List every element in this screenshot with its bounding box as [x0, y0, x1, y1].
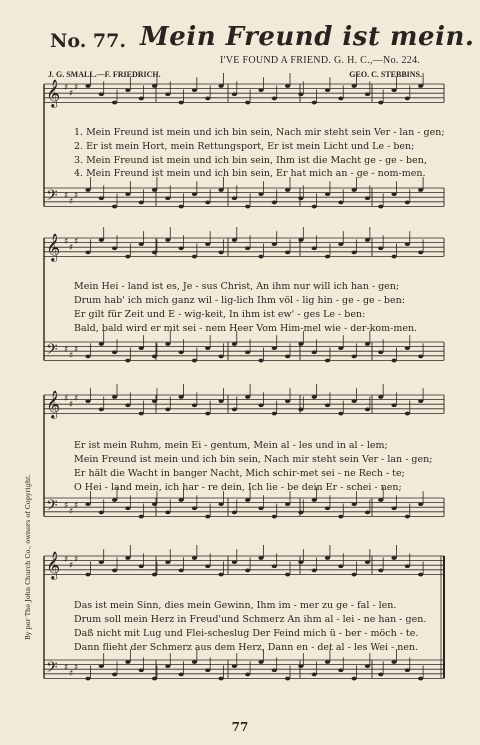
note-head — [325, 660, 330, 664]
note-head — [139, 201, 144, 205]
sharp-sign: ♯ — [69, 243, 74, 253]
note-head — [232, 196, 237, 200]
page-number: 77 — [231, 720, 249, 734]
note-head — [179, 205, 184, 209]
note-head — [285, 84, 290, 88]
note-head — [325, 192, 330, 196]
note-head — [218, 188, 223, 192]
note-head — [365, 238, 370, 242]
note-head — [165, 560, 170, 564]
note-head — [405, 412, 410, 416]
note-head — [99, 511, 104, 515]
note-head — [85, 573, 90, 577]
note-head — [245, 246, 250, 250]
note-head — [338, 668, 343, 672]
note-head — [258, 556, 263, 560]
note-head — [325, 88, 330, 92]
note-head — [112, 101, 117, 105]
note-head — [85, 355, 90, 359]
hymn-reference: I'VE FOUND A FRIEND. G. H. C.,—No. 224. — [220, 55, 421, 66]
composer-credit: GEO. C. STEBBINS. — [349, 70, 422, 79]
note-head — [338, 242, 343, 246]
note-head — [139, 668, 144, 672]
note-head — [272, 346, 277, 350]
note-head — [298, 664, 303, 668]
note-head — [232, 238, 237, 242]
note-head — [365, 664, 370, 668]
note-head — [391, 192, 396, 196]
note-head — [312, 498, 317, 502]
note-head — [391, 506, 396, 510]
note-head — [298, 342, 303, 346]
note-head — [205, 201, 210, 205]
note-head — [325, 506, 330, 510]
note-head — [165, 408, 170, 412]
note-head — [218, 251, 223, 255]
sharp-sign: ♯ — [74, 663, 79, 673]
lyric-line: Das ist mein Sinn, dies mein Gewinn, Ihm im - mer zu ge - fal - len. — [74, 600, 397, 611]
sharp-sign: ♯ — [64, 555, 69, 565]
note-head — [338, 201, 343, 205]
note-head — [125, 359, 130, 363]
note-head — [298, 511, 303, 515]
note-head — [418, 355, 423, 359]
note-head — [378, 350, 383, 354]
sharp-sign: ♯ — [74, 394, 79, 404]
note-head — [391, 359, 396, 363]
note-head — [99, 342, 104, 346]
note-head — [99, 92, 104, 96]
note-head — [298, 408, 303, 412]
note-head — [165, 196, 170, 200]
note-head — [258, 88, 263, 92]
note-head — [418, 84, 423, 88]
note-head — [112, 569, 117, 573]
sharp-sign: ♯ — [64, 237, 69, 247]
note-head — [99, 196, 104, 200]
note-head — [272, 668, 277, 672]
note-head — [338, 412, 343, 416]
note-head — [325, 359, 330, 363]
lyric-line: Mein Hei - land ist es, Je - sus Christ, An ihm nur will ich han - gen; — [74, 281, 400, 292]
note-head — [378, 498, 383, 502]
lyric-line: 2. Er ist mein Hort, mein Rettungsport, Er ist mein Licht und Le - ben; — [74, 141, 415, 152]
note-head — [232, 342, 237, 346]
note-head — [192, 556, 197, 560]
note-head — [285, 355, 290, 359]
note-head — [205, 515, 210, 519]
sharp-sign: ♯ — [69, 400, 74, 410]
lyric-line: Er gilt für Zeit und E - wig-keit, In ihm ist ew' - ges Le - ben: — [74, 309, 366, 320]
note-head — [205, 412, 210, 416]
note-head — [165, 342, 170, 346]
note-head — [405, 346, 410, 350]
note-head — [192, 88, 197, 92]
sharp-sign: ♯ — [74, 501, 79, 511]
note-head — [125, 88, 130, 92]
note-head — [165, 238, 170, 242]
note-head — [378, 205, 383, 209]
note-head — [232, 92, 237, 96]
note-head — [418, 188, 423, 192]
note-head — [391, 88, 396, 92]
note-head — [298, 238, 303, 242]
note-head — [125, 403, 130, 407]
note-head — [192, 403, 197, 407]
sharp-sign: ♯ — [64, 663, 69, 673]
copyright-note: By per The John Church Co., owners of Copyright. — [24, 474, 32, 640]
sharp-sign: ♯ — [64, 83, 69, 93]
sharp-sign: ♯ — [74, 191, 79, 201]
note-head — [298, 196, 303, 200]
note-head — [352, 84, 357, 88]
note-head — [312, 395, 317, 399]
note-head — [179, 395, 184, 399]
note-head — [112, 498, 117, 502]
note-head — [218, 502, 223, 506]
note-head — [365, 511, 370, 515]
lyric-line: Mein Freund ist mein und ich bin sein, Nach mir steht sein Ver - lan - gen; — [74, 454, 433, 465]
note-head — [325, 255, 330, 259]
treble-clef: 𝄞 — [46, 390, 61, 418]
note-head — [179, 101, 184, 105]
note-head — [139, 242, 144, 246]
lyric-line: Bald, bald wird er mit sei - nem Heer Vom Him-mel wie - der-kom-men. — [74, 323, 418, 334]
lyric-line: 1. Mein Freund ist mein und ich bin sein, Nach mir steht sein Ver - lan - gen; — [74, 127, 445, 138]
note-head — [205, 97, 210, 101]
note-head — [125, 660, 130, 664]
note-head — [205, 346, 210, 350]
note-head — [418, 573, 423, 577]
note-head — [418, 502, 423, 506]
note-head — [218, 399, 223, 403]
note-head — [285, 677, 290, 681]
sharp-sign: ♯ — [74, 555, 79, 565]
lyric-line: Dann flieht der Schmerz aus dem Herz, Dann en - det al - les Wei - nen. — [74, 642, 419, 653]
note-head — [272, 97, 277, 101]
treble-clef: 𝄞 — [46, 233, 61, 261]
note-head — [365, 408, 370, 412]
note-head — [139, 515, 144, 519]
note-head — [312, 246, 317, 250]
note-head — [378, 673, 383, 677]
note-head — [378, 395, 383, 399]
note-head — [378, 569, 383, 573]
lyric-line: Drum soll mein Herz in Freud'und Schmerz An ihm al - lei - ne han - gen. — [74, 614, 427, 625]
note-head — [365, 92, 370, 96]
note-head — [245, 350, 250, 354]
note-head — [139, 412, 144, 416]
note-head — [405, 201, 410, 205]
hymn-title: Mein Freund ist mein. — [140, 22, 475, 52]
note-head — [365, 560, 370, 564]
note-head — [312, 205, 317, 209]
note-head — [258, 192, 263, 196]
sharp-sign: ♯ — [64, 345, 69, 355]
note-head — [179, 498, 184, 502]
note-head — [99, 238, 104, 242]
note-head — [112, 350, 117, 354]
sharp-sign: ♯ — [69, 351, 74, 361]
note-head — [165, 511, 170, 515]
note-head — [285, 399, 290, 403]
note-head — [338, 515, 343, 519]
note-head — [245, 498, 250, 502]
treble-clef: 𝄞 — [46, 551, 61, 579]
note-head — [352, 251, 357, 255]
bass-clef: 𝄢 — [46, 341, 58, 362]
note-head — [298, 560, 303, 564]
treble-clef: 𝄞 — [46, 79, 61, 107]
note-head — [205, 242, 210, 246]
lyric-line: Er ist mein Ruhm, mein Ei - gentum, Mein al - les und in al - lem; — [74, 440, 388, 451]
hymn-number: No. 77. — [50, 30, 126, 52]
note-head — [232, 511, 237, 515]
note-head — [85, 188, 90, 192]
note-head — [312, 350, 317, 354]
sharp-sign: ♯ — [69, 89, 74, 99]
sharp-sign: ♯ — [74, 237, 79, 247]
note-head — [285, 573, 290, 577]
note-head — [365, 196, 370, 200]
note-head — [391, 255, 396, 259]
note-head — [405, 97, 410, 101]
note-head — [139, 97, 144, 101]
note-head — [258, 359, 263, 363]
lyric-line: Er hält die Wacht in banger Nacht, Mich schir-met sei - ne Rech - te; — [74, 468, 405, 479]
sharp-sign: ♯ — [69, 561, 74, 571]
note-head — [192, 255, 197, 259]
note-head — [125, 192, 130, 196]
note-head — [405, 242, 410, 246]
note-head — [99, 408, 104, 412]
note-head — [418, 399, 423, 403]
note-head — [179, 246, 184, 250]
note-head — [85, 399, 90, 403]
note-head — [192, 359, 197, 363]
sharp-sign: ♯ — [74, 345, 79, 355]
note-head — [205, 668, 210, 672]
note-head — [325, 556, 330, 560]
note-head — [232, 408, 237, 412]
note-head — [125, 506, 130, 510]
note-head — [352, 502, 357, 506]
note-head — [418, 251, 423, 255]
note-head — [352, 188, 357, 192]
note-head — [365, 342, 370, 346]
lyricist-credit: J. G. SMALL.—F. FRIEDRICH. — [48, 70, 161, 79]
note-head — [378, 101, 383, 105]
note-head — [205, 564, 210, 568]
bass-clef: 𝄢 — [46, 187, 58, 208]
note-head — [218, 677, 223, 681]
sharp-sign: ♯ — [64, 394, 69, 404]
note-head — [165, 664, 170, 668]
bass-clef: 𝄢 — [46, 497, 58, 518]
note-head — [325, 403, 330, 407]
note-head — [112, 205, 117, 209]
note-head — [391, 556, 396, 560]
note-head — [338, 346, 343, 350]
note-head — [258, 506, 263, 510]
note-head — [285, 188, 290, 192]
sharp-sign: ♯ — [64, 191, 69, 201]
sharp-sign: ♯ — [64, 501, 69, 511]
note-head — [338, 97, 343, 101]
note-head — [245, 673, 250, 677]
sharp-sign: ♯ — [69, 669, 74, 679]
note-head — [272, 412, 277, 416]
note-head — [112, 246, 117, 250]
note-head — [391, 660, 396, 664]
sharp-sign: ♯ — [69, 197, 74, 207]
note-head — [139, 346, 144, 350]
note-head — [99, 560, 104, 564]
note-head — [405, 668, 410, 672]
note-head — [285, 502, 290, 506]
note-head — [192, 660, 197, 664]
bass-clef: 𝄢 — [46, 659, 58, 680]
note-head — [179, 569, 184, 573]
note-head — [245, 101, 250, 105]
note-head — [165, 92, 170, 96]
note-head — [125, 255, 130, 259]
note-head — [245, 569, 250, 573]
note-head — [352, 399, 357, 403]
lyric-line: O Hei - land mein, ich har - re dein, Ich lie - be dein Er - schei - nen; — [74, 482, 402, 493]
note-head — [391, 403, 396, 407]
note-head — [192, 192, 197, 196]
note-head — [312, 101, 317, 105]
note-head — [258, 660, 263, 664]
note-head — [312, 569, 317, 573]
note-head — [192, 506, 197, 510]
note-head — [378, 246, 383, 250]
note-head — [258, 255, 263, 259]
lyric-line: 3. Mein Freund ist mein und ich bin sein, Ihm ist die Macht ge - ge - ben, — [74, 155, 427, 166]
note-head — [285, 251, 290, 255]
note-head — [405, 515, 410, 519]
sharp-sign: ♯ — [69, 507, 74, 517]
note-head — [272, 515, 277, 519]
note-head — [312, 673, 317, 677]
note-head — [232, 664, 237, 668]
note-head — [245, 205, 250, 209]
note-head — [272, 564, 277, 568]
note-head — [179, 673, 184, 677]
note-head — [99, 664, 104, 668]
note-head — [272, 242, 277, 246]
note-head — [218, 355, 223, 359]
sharp-sign: ♯ — [74, 83, 79, 93]
note-head — [139, 564, 144, 568]
note-head — [85, 84, 90, 88]
note-head — [112, 395, 117, 399]
note-head — [352, 573, 357, 577]
note-head — [272, 201, 277, 205]
note-head — [298, 92, 303, 96]
note-head — [179, 350, 184, 354]
note-head — [245, 395, 250, 399]
note-head — [85, 502, 90, 506]
note-head — [218, 84, 223, 88]
note-head — [352, 677, 357, 681]
lyric-line: Drum hab' ich mich ganz wil - lig-lich Ihm völ - lig hin - ge - ge - ben: — [74, 295, 405, 306]
note-head — [258, 403, 263, 407]
note-head — [85, 251, 90, 255]
lyric-line: Daß nicht mit Lug und Flei-scheslug Der Feind mich ü - ber - möch - te. — [74, 628, 419, 639]
note-head — [85, 677, 90, 681]
note-head — [112, 673, 117, 677]
note-head — [352, 355, 357, 359]
note-head — [232, 560, 237, 564]
note-head — [125, 556, 130, 560]
note-head — [405, 564, 410, 568]
note-head — [218, 573, 223, 577]
note-head — [418, 677, 423, 681]
lyric-line: 4. Mein Freund ist mein und ich bin sein, Er hat mich an - ge - nom-men. — [74, 168, 426, 179]
note-head — [338, 564, 343, 568]
